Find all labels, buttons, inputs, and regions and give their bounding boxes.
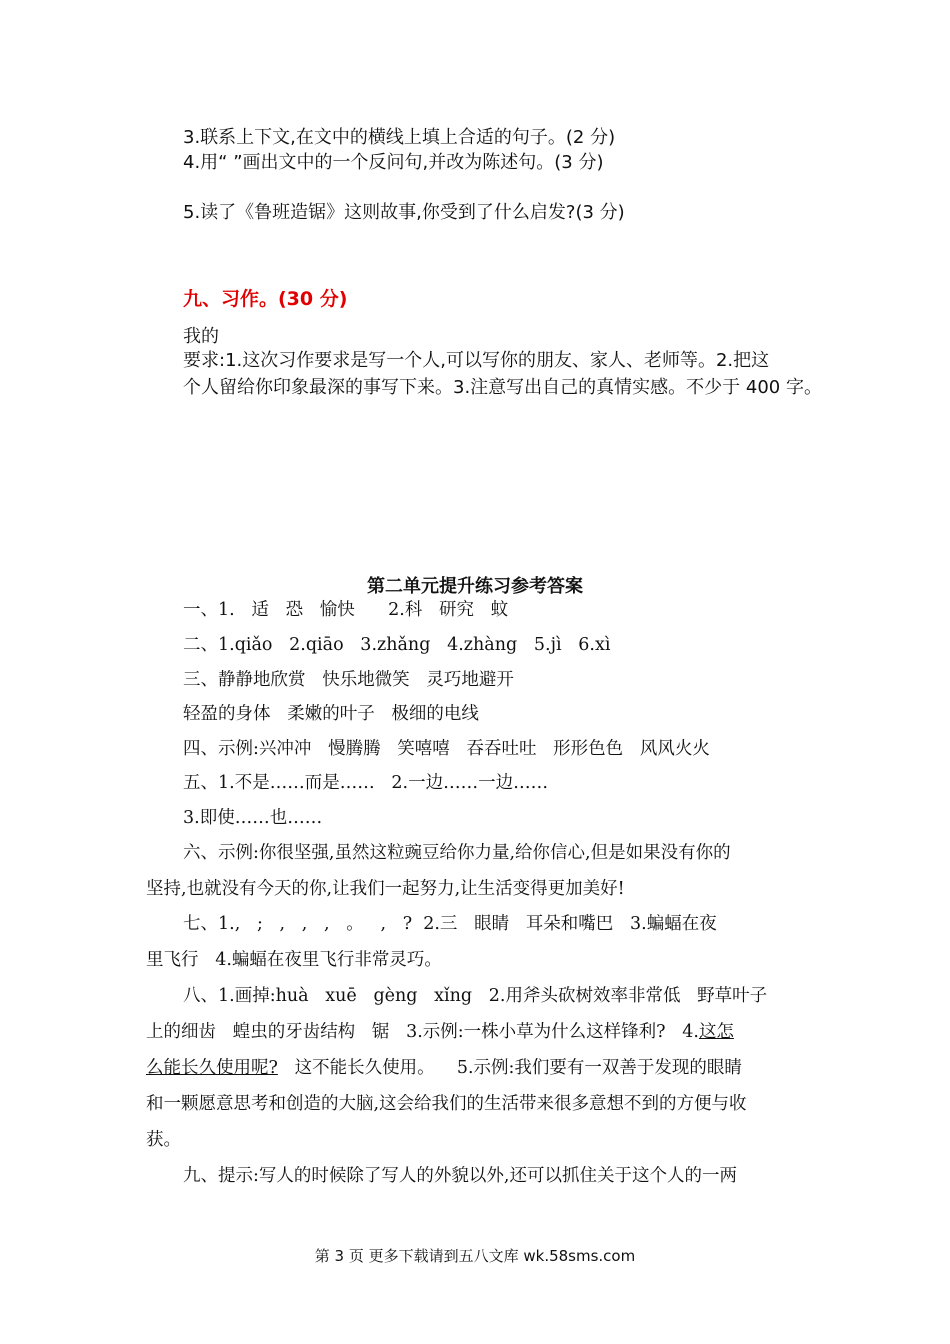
composition-requirement-line-1: 要求:1.这次习作要求是写一个人,可以写你的朋友、家人、老师等。2.把这	[183, 350, 770, 371]
answer-8-underlined-start: 这怎	[698, 1022, 734, 1042]
composition-requirement-line-2: 个人留给你印象最深的事写下来。3.注意写出自己的真情实感。不少于 400 字。	[183, 377, 822, 398]
answer-6-line-1: 六、示例:你很坚强,虽然这粒豌豆给你力量,给你信心,但是如果没有你的	[183, 843, 731, 863]
answer-8-line-3-text: 这不能长久使用。 5.示例:我们要有一双善于发现的眼睛	[277, 1058, 742, 1078]
question-4: 4.用“ ”画出文中的一个反问句,并改为陈述句。(3 分)	[183, 152, 604, 173]
page-footer: 第 3 页 更多下载请到五八文库 wk.58sms.com	[314, 1247, 636, 1265]
answer-5-line-1: 五、1.不是……而是…… 2.一边……一边……	[183, 773, 549, 793]
answer-7-line-2: 里飞行 4.蝙蝠在夜里飞行非常灵巧。	[146, 950, 442, 970]
answer-3-line-1: 三、静静地欣赏 快乐地微笑 灵巧地避开	[183, 670, 514, 690]
composition-title: 我的	[183, 326, 219, 347]
answer-8-line-2	[146, 1021, 734, 1043]
question-3: 3.联系上下文,在文中的横线上填上合适的句子。(2 分)	[183, 127, 616, 148]
answer-4: 四、示例:兴冲冲 慢腾腾 笑嘻嘻 吞吞吐吐 形形色色 风风火火	[183, 739, 710, 759]
answer-1: 一、1. 适 恐 愉快 2.科 研究 蚊	[183, 600, 509, 620]
answer-8-line-1: 八、1.画掉:huà xuē gèng xǐng 2.用斧头砍树效率非常低 野草叶子	[183, 986, 768, 1006]
answer-8-underlined-end: 么能长久使用呢?	[146, 1058, 278, 1078]
answer-7-line-1: 七、1., ; , , , 。 , ? 2.三 眼睛 耳朵和嘴巴 3.蝙蝠在夜	[183, 914, 717, 934]
answer-8-line-2-text: 上的细齿 蝗虫的牙齿结构 锯 3.示例:一株小草为什么这样锋利? 4.	[146, 1022, 699, 1042]
answer-9: 九、提示:写人的时候除了写人的外貌以外,还可以抓住关于这个人的一两	[183, 1166, 737, 1186]
answer-8-line-5: 获。	[146, 1130, 181, 1150]
answer-3-line-2: 轻盈的身体 柔嫩的叶子 极细的电线	[183, 704, 479, 724]
answer-5-line-2: 3.即使……也……	[183, 808, 323, 828]
answer-8-line-4: 和一颗愿意思考和创造的大脑,这会给我们的生活带来很多意想不到的方便与收	[146, 1094, 747, 1114]
answers-title: 第二单元提升练习参考答案	[367, 576, 583, 597]
composition-heading: 九、习作。(30 分)	[183, 288, 348, 310]
answer-2: 二、1.qiǎo 2.qiāo 3.zhǎng 4.zhàng 5.jì 6.xì	[183, 635, 611, 655]
answer-8-line-3	[146, 1057, 742, 1079]
question-5: 5.读了《鲁班造锯》这则故事,你受到了什么启发?(3 分)	[183, 202, 625, 223]
answer-6-line-2: 坚持,也就没有今天的你,让我们一起努力,让生活变得更加美好!	[146, 879, 625, 899]
